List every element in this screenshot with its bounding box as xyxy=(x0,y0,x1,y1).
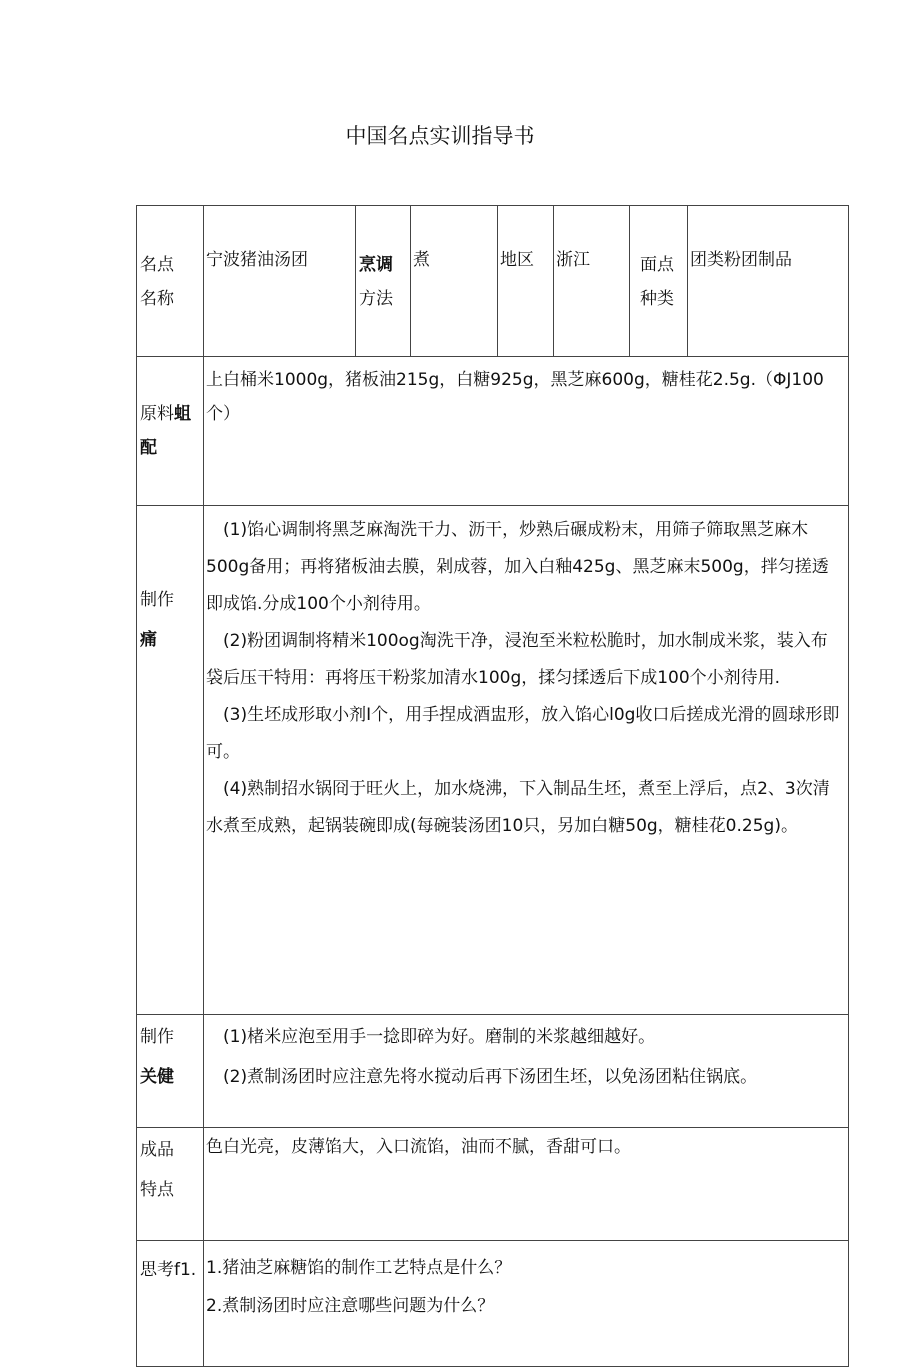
method-value: 煮 xyxy=(413,250,430,270)
header-row xyxy=(137,206,849,357)
ingredients-label-2: 配 xyxy=(140,438,157,458)
key-points-label-2: 关健 xyxy=(140,1067,174,1087)
method-row xyxy=(137,506,849,1015)
thinking-item-2: 2.煮制汤团时应注意哪些问题为什么？ xyxy=(206,1296,495,1316)
method-value-cell xyxy=(411,206,498,357)
key-point-2: (2)煮制汤团时应注意先将水搅动后再下汤团生坯，以免汤团粘住锅底。 xyxy=(223,1067,758,1087)
category-value-cell xyxy=(688,206,849,357)
category-value-text: 团类粉团制品 xyxy=(690,250,792,270)
key-point-1: (1)楮米应泡至用手一捻即碎为好。磨制的米浆越细越好。 xyxy=(223,1027,656,1047)
category-label-line-1: 面点 xyxy=(640,255,674,275)
key-points-label-1: 制作 xyxy=(140,1027,174,1047)
region-label-cell xyxy=(498,206,554,357)
method-steps-label-2: 痛 xyxy=(140,630,157,650)
key-points-cell xyxy=(204,1015,849,1128)
ingredients-row xyxy=(137,357,849,506)
category-label-cell xyxy=(630,206,688,357)
ingredients-label-cell xyxy=(137,357,204,506)
ingredients-label-1b: 蛆 xyxy=(174,404,191,424)
thinking-label-cell xyxy=(137,1241,204,1367)
region-value: 浙江 xyxy=(556,250,590,270)
name-label-cell xyxy=(137,206,204,357)
method-label-cell xyxy=(356,206,411,357)
page-title: 中国名点实训指导书 xyxy=(345,124,535,148)
method-step-3: (3)生坯成形取小剂I个，用手捏成酒盅形，放入馅心l0g收口后搓成光滑的圆球形即可。 xyxy=(206,705,840,762)
ingredients-label-1: 原料 xyxy=(140,404,174,424)
method-label-line-2: 方法 xyxy=(359,289,393,309)
region-label: 地区 xyxy=(500,250,534,270)
thinking-item-1: 1.猪油芝麻糖馅的制作工艺特点是什么？ xyxy=(206,1258,512,1278)
method-steps-label-1: 制作 xyxy=(140,590,174,610)
instruction-table xyxy=(136,205,849,1367)
thinking-cell xyxy=(204,1241,849,1367)
features-text-cell xyxy=(204,1128,849,1241)
method-steps-cell xyxy=(204,506,849,1015)
ingredients-text: 上白桶米1000g，猪板油215g，白糖925g，黑芝麻600g，糖桂花2.5g.（ΦJ100个） xyxy=(206,370,824,424)
features-label-2: 特点 xyxy=(140,1180,174,1200)
method-step-1: (1)馅心调制将黑芝麻淘洗干力、沥干，炒熟后碾成粉末，用筛子筛取黑芝麻木500g备用；再将猪板油去膜，剁成蓉，加入白釉425g、黑芝麻末500g，拌匀搓透即成馅.分成100个小剂待用。 xyxy=(206,520,829,614)
features-label-1: 成品 xyxy=(140,1140,174,1160)
region-value-cell xyxy=(554,206,630,357)
method-steps-label-cell xyxy=(137,506,204,1015)
features-text: 色白光亮，皮薄馅大，入口流馅，油而不腻，香甜可口。 xyxy=(206,1137,631,1157)
name-label-line-2: 名称 xyxy=(140,289,174,309)
thinking-label: 思考f1. xyxy=(140,1260,197,1280)
features-label-cell xyxy=(137,1128,204,1241)
key-points-row xyxy=(137,1015,849,1128)
method-step-2: (2)粉团调制将精米100og淘洗干净，浸泡至米粒松脆时，加水制成米浆，装入布袋后压干特用：再将压干粉浆加清水100g，揉匀揉透后下成100个小剂待用. xyxy=(206,631,828,688)
method-label-line-1: 烹调 xyxy=(359,255,393,275)
category-label-line-2: 种类 xyxy=(640,289,674,309)
ingredients-text-cell xyxy=(204,357,849,506)
method-step-4: (4)熟制招水锅冏于旺火上，加水烧沸，下入制品生坯，煮至上浮后，点2、3次清水煮至成熟，起锅装碗即成(每碗装汤团10只，另加白糖50g，糖桂花0.25g)。 xyxy=(206,779,830,836)
name-label-line-1: 名点 xyxy=(140,255,174,275)
name-value-cell xyxy=(204,206,356,357)
key-points-label-cell xyxy=(137,1015,204,1128)
thinking-row xyxy=(137,1241,849,1367)
name-value: 宁波猪油汤团 xyxy=(206,250,308,270)
features-row xyxy=(137,1128,849,1241)
